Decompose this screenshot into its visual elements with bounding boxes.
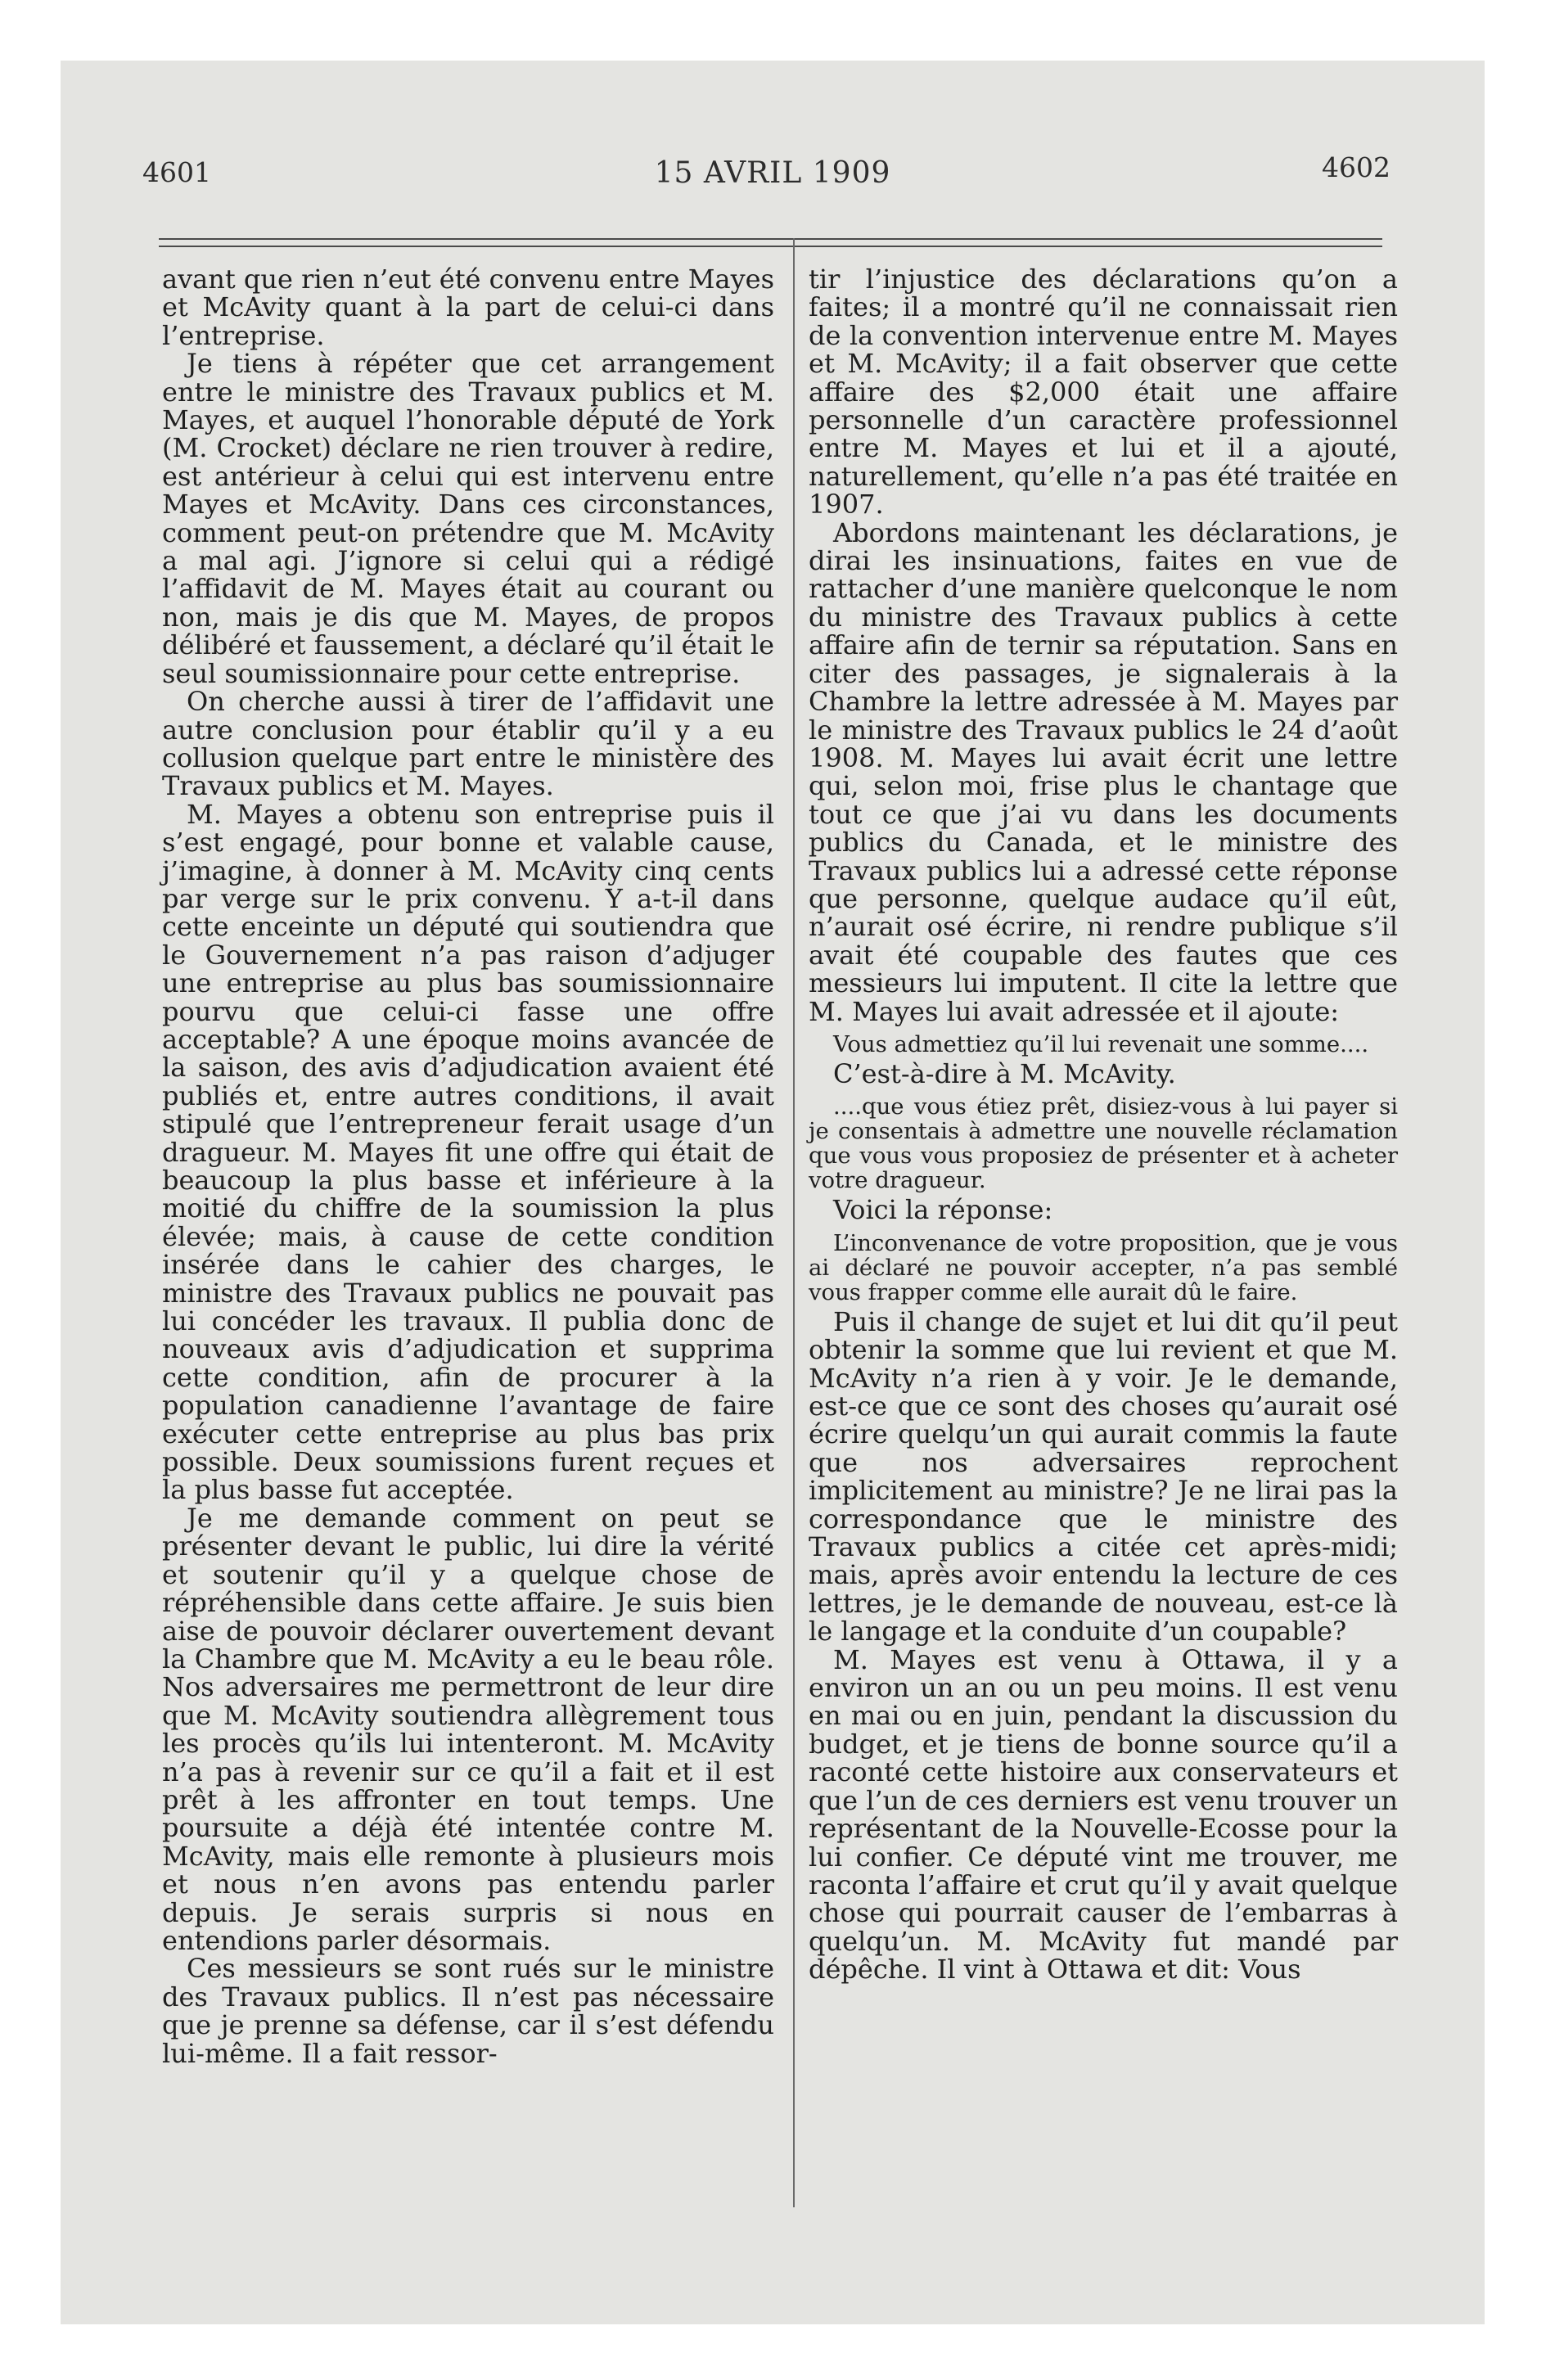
paragraph: M. Mayes est venu à Ottawa, il y a environ un an ou un peu moins. Il est venu en mai ou en juin, pendant la discussion du budget, et je tiens de bonne source qu’il a raconté cette histoire aux conservateurs et que l’un de ces derniers est venu trouver un représentant de la Nouvelle-Ecosse pour la lui confier. Ce député vint me trouver, me raconta l’affaire et crut qu’il y avait quelque chose qui pourrait causer de l’embarras à quelqu’un. M. McAvity fut mandé par dépêche. Il vint à Ottawa et dit: Vous [809,1643,1398,1986]
right-column [809,265,1398,1984]
quotation: Vous admettiez qu’il lui revenait une somme.... [833,1030,1369,1057]
page-date: 15 AVRIL 1909 [654,156,891,190]
paragraph: Je me demande comment on peut se présenter devant le public, lui dire la vérité et soutenir qu’il y a quelque chose de répréhensible dans cette affaire. Je suis bien aise de pouvoir déclarer ouvertement devant la Chambre que M. McAvity a eu le beau rôle. Nos adversaires me permettront de leur dire que M. McAvity soutiendra allègrement tous les procès qu’ils lui intenteront. M. McAvity n’a pas à revenir sur ce qu’il a fait et il est prêt à les affronter en tout temps. Une poursuite a déjà été intentée contre M. McAvity, mais elle remonte à plusieurs mois et nous n’en avons pas entendu parler depuis. Je serais surpris si nous en entendions parler désormais. [162,1502,774,1956]
paragraph: tir l’injustice des déclarations qu’on a faites; il a montré qu’il ne connaissait rien de la convention intervenue entre M. Mayes et M. McAvity; il a fait observer que cette affaire des $2,000 était une affaire personnelle d’un caractère professionnel entre M. Mayes et lui et il a ajouté, naturellement, qu’elle n’a pas été traitée en 1907. [809,264,1398,521]
left-column [162,265,774,2067]
paragraph: C’est-à-dire à M. McAvity. [833,1057,1176,1089]
header-rule-bottom [159,246,1382,247]
paragraph: On cherche aussi à tirer de l’affidavit une autre conclusion pour établir qu’il y a eu collusion quelque part entre le ministère des Travaux publics et M. Mayes. [162,686,774,802]
column-divider [793,238,795,2207]
paragraph: Je tiens à répéter que cet arrangement entre le ministre des Travaux publics et M. Mayes, et auquel l’honorable député de York (M. Crocket) déclare ne rien trouver à redire, est antérieur à celui qui est intervenu entre Mayes et McAvity. Dans ces circonstances, comment peut-on prétendre que M. McAvity a mal agi. J’ignore si celui qui a rédigé l’affidavit de M. Mayes était au courant ou non, mais je dis que M. Mayes, de propos délibéré et faussement, a déclaré qu’il était le seul soumissionnaire pour cette entreprise. [162,348,774,689]
page-sheet [61,61,1485,2324]
paragraph: avant que rien n’eut été convenu entre Mayes et McAvity quant à la part de celui-ci dans l’entreprise. [162,264,774,351]
page-header [61,151,1485,205]
paragraph: M. Mayes a obtenu son entreprise puis il s’est engagé, pour bonne et valable cause, j’imagine, à donner à M. McAvity cinq cents par verge sur le prix convenu. Y a-t-il dans cette enceinte un député qui soutiendra que le Gouvernement n’a pas raison d’adjuger une entreprise au plus bas soumissionnaire pourvu que celui-ci fasse une offre acceptable? A une époque moins avancée de la saison, des avis d’adjudication avaient été publiés et, entre autres conditions, il avait stipulé que l’entrepreneur ferait usage d’un dragueur. M. Mayes fit une offre qui était de beaucoup la plus basse et inférieure à la moitié du chiffre de la soumission la plus élevée; mais, à cause de cette condition insérée dans le cahier des charges, le ministre des Travaux publics ne pouvait pas lui concéder les travaux. Il publia donc de nouveaux avis d’adjudication et supprima cette condition, afin de procurer à la population canadienne l’avantage de faire exécuter cette entreprise au plus bas prix possible. Deux soumissions furent reçues et la plus basse fut acceptée. [162,798,774,1506]
header-rule-top [159,238,1382,240]
quotation: L’inconvenance de votre proposition, que je vous ai déclaré ne pouvoir accepter, n’a pas semblé vous frapper comme elle aurait dû le faire. [809,1229,1398,1305]
paragraph: Puis il change de sujet et lui dit qu’il peut obtenir la somme que lui revient et que M. McAvity n’a rien à y voir. Je le demande, est-ce que ce sont des choses qu’aurait osé écrire quelqu’un qui aurait commis la faute que nos adversaires reprochent implicitement au ministre? Je ne lirai pas la correspondance que le ministre des Travaux publics a citée cet après-midi; mais, après avoir entendu la lecture de ces lettres, je le demande de nouveau, est-ce là le langage et la conduite d’un coupable? [809,1305,1398,1648]
quotation: ....que vous étiez prêt, disiez-vous à lui payer si je consentais à admettre une nouvelle réclamation que vous vous proposiez de présenter et à acheter votre dragueur. [809,1093,1398,1194]
paragraph: Voici la réponse: [833,1194,1053,1226]
page-number-right: 4602 [1322,151,1390,183]
page-number-left: 4601 [142,156,211,188]
paragraph: Ces messieurs se sont rués sur le ministre des Travaux publics. Il n’est pas nécessaire que je prenne sa défense, car il s’est défendu lui-même. Il a fait ressor- [162,1953,774,2069]
paragraph: Abordons maintenant les déclarations, je dirai les insinuations, faites en vue de rattacher d’une manière quelconque le nom du ministre des Travaux publics à cette affaire afin de ternir sa réputation. Sans en citer des passages, je signalerais à la Chambre la lettre adressée à M. Mayes par le ministre des Travaux publics le 24 d’août 1908. M. Mayes lui avait écrit une lettre qui, selon moi, frise plus le chantage que tout ce que j’ai vu dans les documents publics du Canada, et le ministre des Travaux publics lui a adressé cette réponse que personne, quelque audace qu’il eût, n’aurait osé écrire, ni rendre publique s’il avait été coupable des fautes que ces messieurs lui imputent. Il cite la lettre que M. Mayes lui avait adressée et il ajoute: [809,516,1398,1027]
